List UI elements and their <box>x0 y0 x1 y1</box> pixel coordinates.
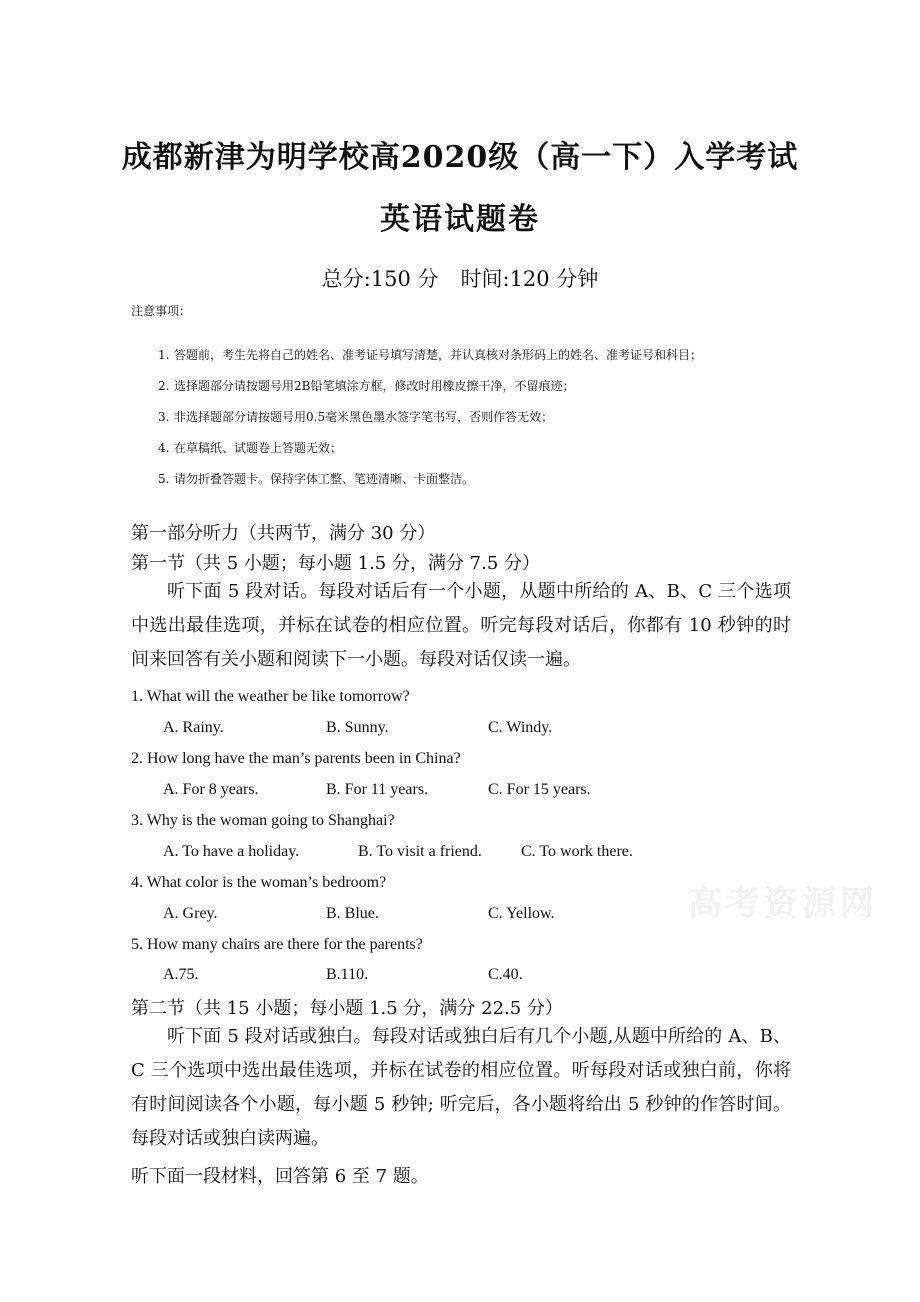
question-stem: 1. What will the weather be like tomorrow? <box>131 688 410 705</box>
question-stem: 2. How long have the man’s parents been in China? <box>131 750 461 767</box>
notice-item <box>158 346 702 363</box>
exam-subtitle: 英语试题卷 <box>380 202 540 237</box>
option-c: C.40. <box>488 966 523 983</box>
option-c: C. To work there. <box>521 843 633 860</box>
notice-item <box>158 408 553 425</box>
question-stem: 4. What color is the woman’s bedroom? <box>131 874 387 891</box>
notice-heading: 注意事项： <box>131 304 192 318</box>
option-b: B.110. <box>326 966 369 983</box>
option-c: C. Windy. <box>488 719 553 736</box>
question-stem: 5. How many chairs are there for the parents? <box>131 936 423 953</box>
section2-instructions: 听下面 5 段对话或独白。每段对话或独白后有几个小题,从题中所给的 A、B、C 三个选项中选出最佳选项，并标在试卷的相应位置。听每段对话或独白前，你将有时间阅读各个小题，每小题 5 秒钟; 听完后，各小题将给出 5 秒钟的作答时间。每段对话或独白读两遍。 <box>131 1026 791 1149</box>
part1-heading: 第一部分听力（共两节，满分 30 分） <box>131 523 436 544</box>
option-b: B. Blue. <box>326 905 379 922</box>
option-a: A. Rainy. <box>163 719 224 736</box>
notice-item-text: 答题前，考生先将自己的姓名、准考证号填写清楚，并认真核对条形码上的姓名、准考证号和科目； <box>174 348 703 362</box>
watermark-text: 高考资源网 <box>688 884 878 924</box>
option-a: A. For 8 years. <box>163 781 259 798</box>
notice-item <box>158 377 574 394</box>
section1-heading: 第一节（共 5 小题；每小题 1.5 分，满分 7.5 分） <box>131 553 541 574</box>
notice-item-number: 3. <box>158 410 170 424</box>
total-score: 总分:150 分 <box>321 267 439 291</box>
notice-item-text: 请勿折叠答题卡。保持字体工整、笔迹清晰、卡面整洁。 <box>174 472 475 486</box>
option-b: B. For 11 years. <box>326 781 429 798</box>
notice-item-text: 非选择题部分请按题号用0.5毫米黑色墨水签字笔书写，否则作答无效； <box>174 410 554 424</box>
question-stem: 3. Why is the woman going to Shanghai? <box>131 812 395 829</box>
notice-item-text: 选择题部分请按题号用2B铅笔填涂方框，修改时用橡皮擦干净，不留痕迹； <box>174 379 575 393</box>
option-a: A. Grey. <box>163 905 218 922</box>
notice-item <box>158 439 342 456</box>
exam-time: 时间:120 分钟 <box>460 267 599 291</box>
material-prompt: 听下面一段材料，回答第 6 至 7 题。 <box>131 1166 429 1187</box>
notice-item-text: 在草稿纸、试题卷上答题无效； <box>174 441 343 455</box>
score-time-line <box>0 263 920 293</box>
section2-heading: 第二节（共 15 小题；每小题 1.5 分，满分 22.5 分） <box>131 998 563 1019</box>
option-c: C. Yellow. <box>488 905 555 922</box>
section1-instructions: 听下面 5 段对话。每段对话后有一个小题，从题中所给的 A、B、C 三个选项中选出最佳选项，并标在试卷的相应位置。听完每段对话后，你都有 10 秒钟的时间来回答有关小题和阅读下一小题。每段对话仅读一遍。 <box>131 581 791 670</box>
option-a: A.75. <box>163 966 199 983</box>
option-c: C. For 15 years. <box>488 781 591 798</box>
option-b: B. Sunny. <box>326 719 389 736</box>
exam-title: 成都新津为明学校高2020级（高一下）入学考试 <box>121 140 799 175</box>
notice-item <box>158 470 474 487</box>
notice-item-number: 2. <box>158 379 170 393</box>
option-b: B. To visit a friend. <box>358 843 482 860</box>
notice-item-number: 4. <box>158 441 170 455</box>
notice-item-number: 1. <box>158 348 170 362</box>
notice-item-number: 5. <box>158 472 170 486</box>
option-a: A. To have a holiday. <box>163 843 300 860</box>
